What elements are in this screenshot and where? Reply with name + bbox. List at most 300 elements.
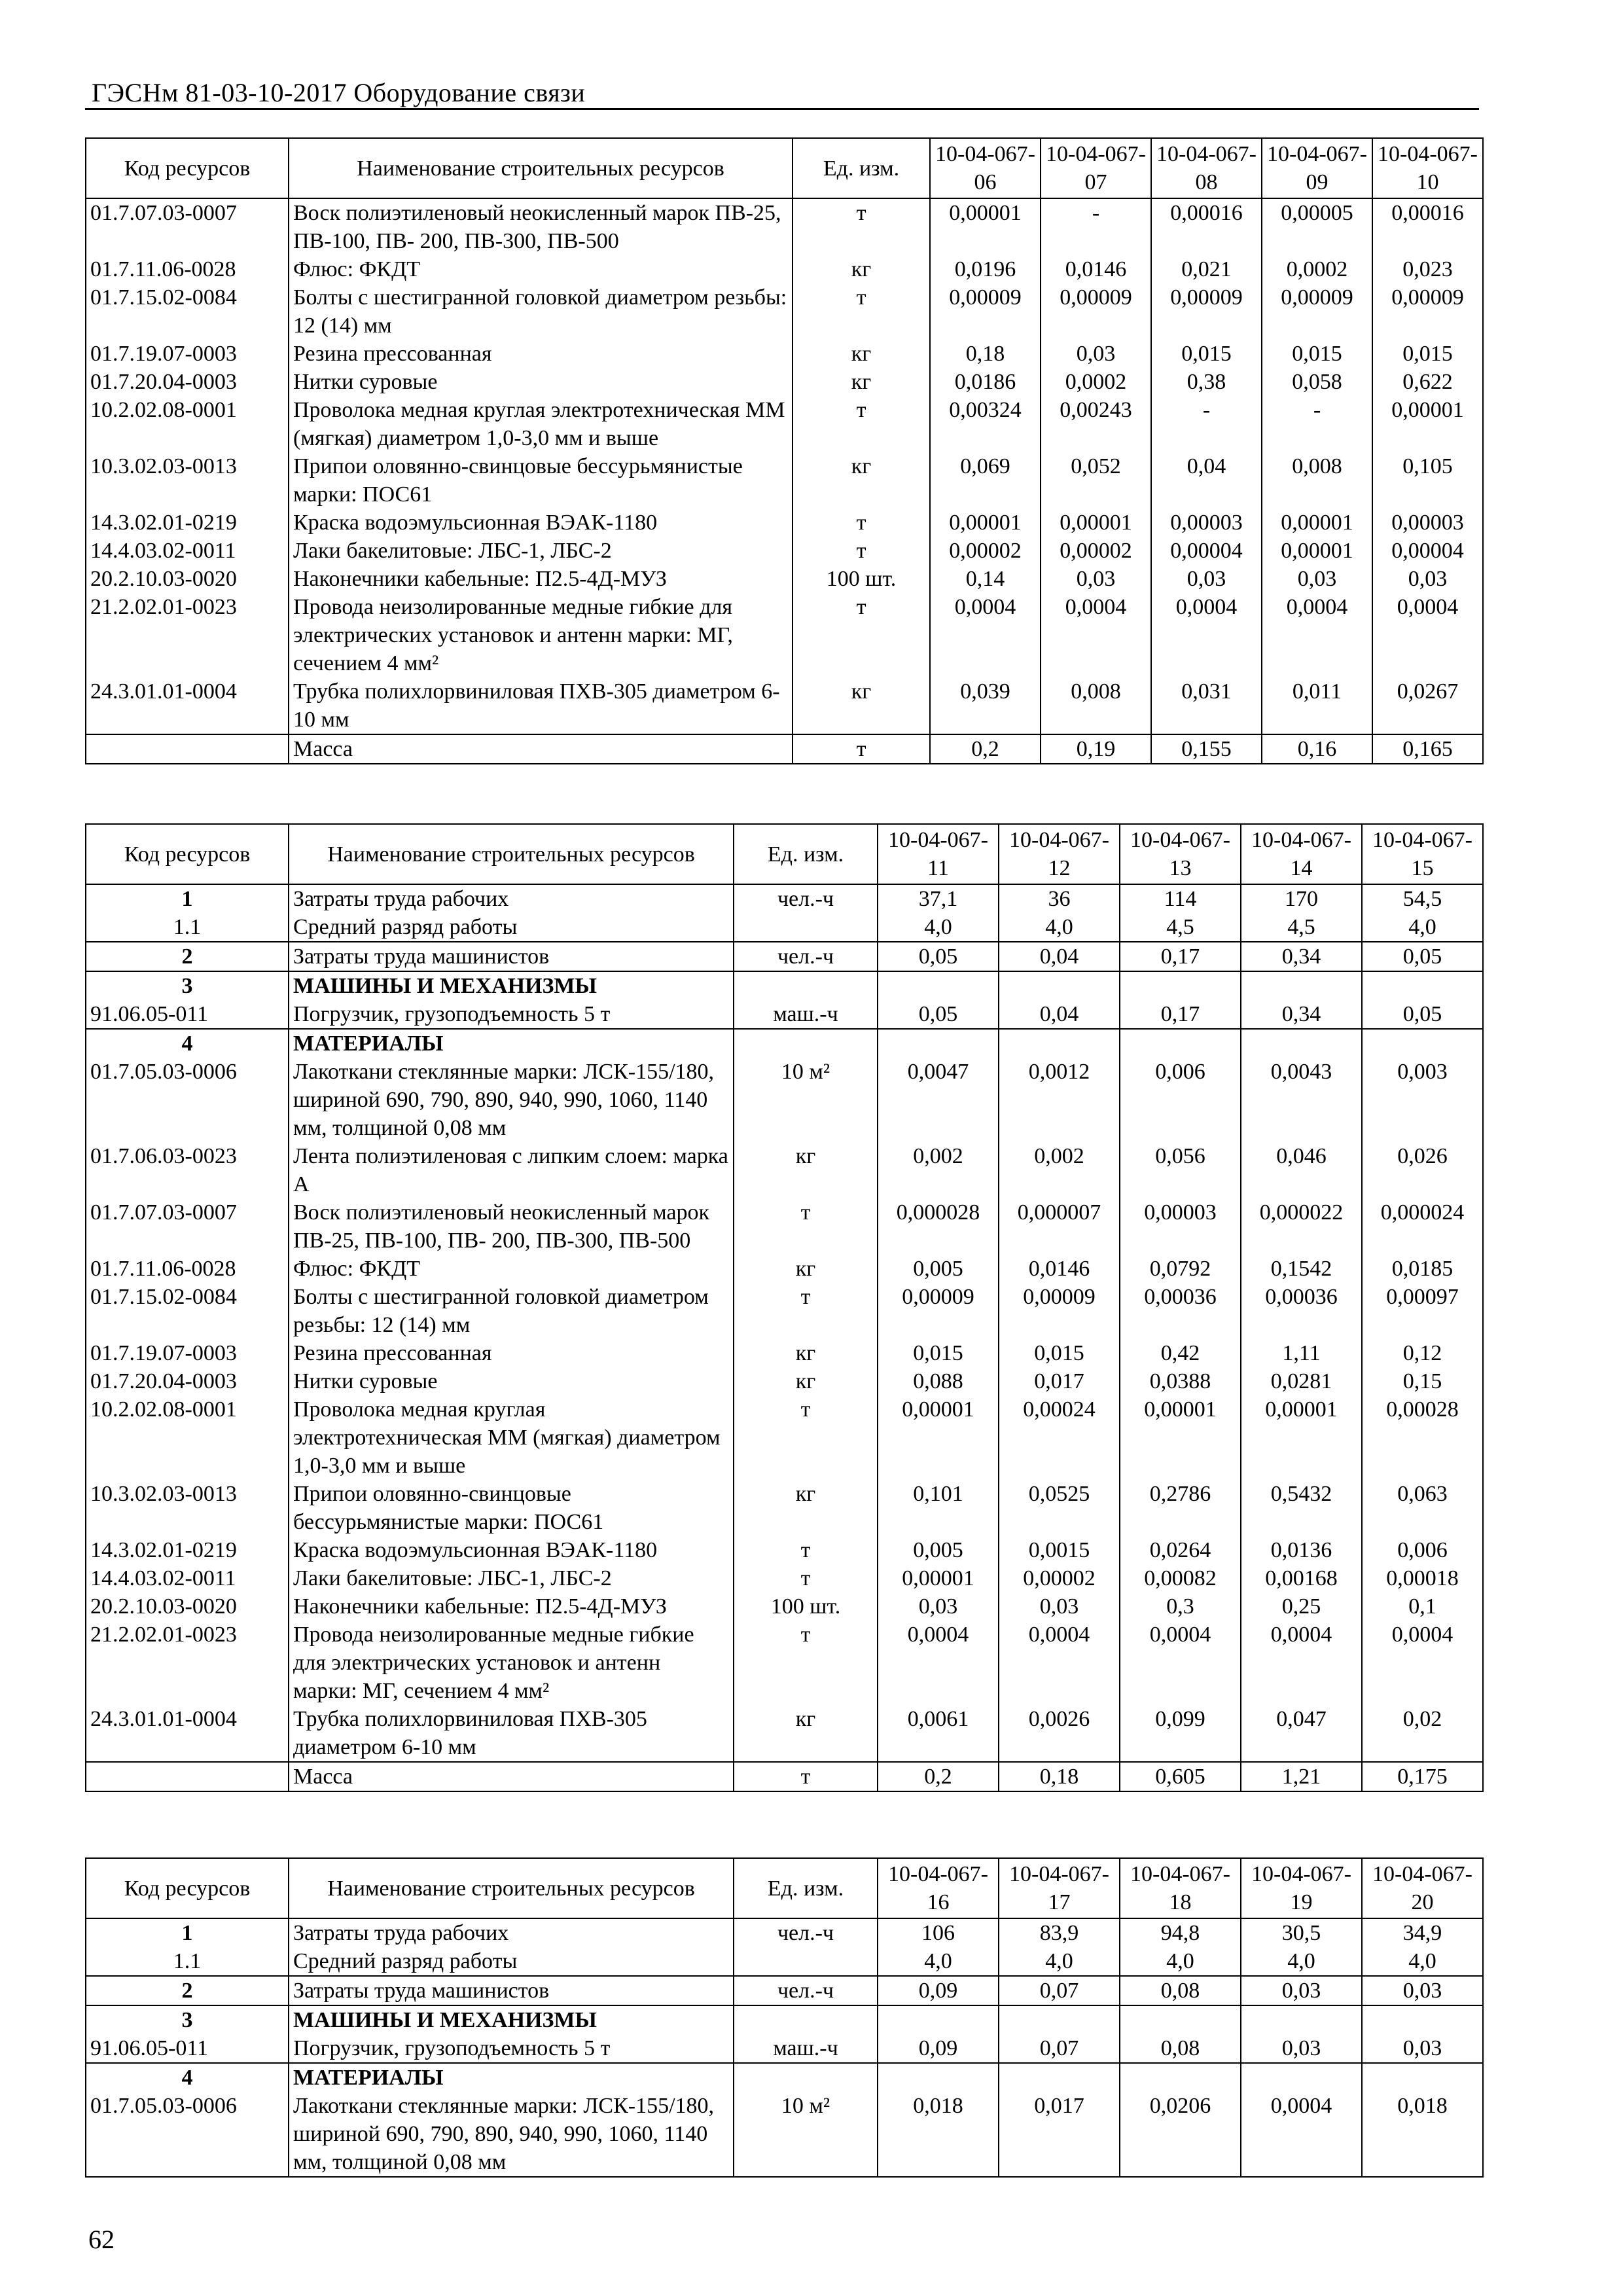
resource-value: 0,015 [1372, 340, 1483, 368]
resource-unit [734, 2063, 878, 2092]
table-row [86, 368, 1483, 396]
resource-value: 0,105 [1372, 452, 1483, 509]
resource-value: 94,8 [1120, 1918, 1241, 1947]
resource-name: Проволока медная круглая электротехническая ММ (мягкая) диаметром 1,0-3,0 мм и выше [289, 396, 793, 452]
resource-unit: маш.-ч [734, 1000, 878, 1029]
table-row [86, 1367, 1483, 1395]
table-row [86, 1198, 1483, 1255]
resource-value: 0,058 [1262, 368, 1372, 396]
resource-value: 0,0043 [1241, 1058, 1362, 1142]
resource-unit: т [734, 1536, 878, 1564]
resource-value: 0,018 [878, 2092, 999, 2177]
resource-code: 4 [86, 1029, 289, 1058]
resource-value: 4,0 [878, 913, 999, 942]
resource-value: 0,00001 [930, 198, 1041, 255]
table-row [86, 913, 1483, 942]
resource-unit: т [734, 1395, 878, 1480]
resource-value [1120, 2063, 1241, 2092]
resource-value: 0,0004 [1241, 2092, 1362, 2177]
resource-value: 1,11 [1241, 1339, 1362, 1367]
resource-unit: т [793, 509, 930, 537]
resource-value: 0,14 [930, 565, 1041, 593]
resource-unit: чел.-ч [734, 1918, 878, 1947]
total-value: 0,175 [1362, 1762, 1483, 1791]
col-header-code: Код ресурсов [86, 824, 289, 884]
resources-table-1 [85, 137, 1484, 764]
resource-value: 0,04 [1151, 452, 1262, 509]
resource-code: 1.1 [86, 1947, 289, 1976]
resource-unit: т [734, 1198, 878, 1255]
resource-value: 0,00001 [878, 1395, 999, 1480]
total-value: 0,2 [930, 734, 1041, 764]
total-value: 0,155 [1151, 734, 1262, 764]
resource-code: 01.7.15.02-0084 [86, 1283, 289, 1339]
resource-value: 0,07 [999, 1976, 1120, 2005]
resource-value: 0,00009 [1262, 283, 1372, 340]
resource-value: 0,0136 [1241, 1536, 1362, 1564]
resources-table-3 [85, 1857, 1484, 2178]
resource-value [1362, 1029, 1483, 1058]
resource-name: Болты с шестигранной головкой диаметром резьбы: 12 (14) мм [289, 283, 793, 340]
resource-value: 170 [1241, 884, 1362, 913]
resource-value: 36 [999, 884, 1120, 913]
table-row [86, 255, 1483, 283]
table-row [86, 1283, 1483, 1339]
resource-value: 106 [878, 1918, 999, 1947]
resource-unit: т [793, 396, 930, 452]
resource-value: 0,0047 [878, 1058, 999, 1142]
resource-value: 0,0026 [999, 1705, 1120, 1762]
resource-value: - [1151, 396, 1262, 452]
resource-value: 0,026 [1362, 1142, 1483, 1198]
resource-value: 0,08 [1120, 2034, 1241, 2063]
resource-code: 10.2.02.08-0001 [86, 1395, 289, 1480]
table-row [86, 1918, 1483, 1947]
resource-value: 0,088 [878, 1367, 999, 1395]
resource-value: 0,03 [1362, 1976, 1483, 2005]
resource-value: 0,0004 [1362, 1621, 1483, 1705]
resource-name: МАШИНЫ И МЕХАНИЗМЫ [289, 2005, 734, 2034]
resource-value: 0,0525 [999, 1480, 1120, 1536]
resource-value [999, 1029, 1120, 1058]
resource-value: 0,05 [878, 1000, 999, 1029]
resource-value: 0,04 [999, 942, 1120, 971]
total-row [86, 734, 1483, 764]
resource-code: 1.1 [86, 913, 289, 942]
resource-name: Припои оловянно-свинцовые бессурьмянистые марки: ПОС61 [289, 452, 793, 509]
resource-code: 01.7.05.03-0006 [86, 1058, 289, 1142]
col-header-norm-id: 10-04-067-08 [1151, 138, 1262, 198]
total-value: 0,165 [1372, 734, 1483, 764]
resource-value: 0,00003 [1120, 1198, 1241, 1255]
table-row [86, 1395, 1483, 1480]
resource-value: 0,00009 [1041, 283, 1151, 340]
resource-unit [734, 971, 878, 1000]
resource-unit: т [793, 593, 930, 677]
resource-code: 24.3.01.01-0004 [86, 677, 289, 734]
resource-name: Резина прессованная [289, 340, 793, 368]
resource-code: 14.4.03.02-0011 [86, 537, 289, 565]
resource-value: 0,0186 [930, 368, 1041, 396]
resource-value: 0,00002 [930, 537, 1041, 565]
col-header-norm-id: 10-04-067-16 [878, 1858, 999, 1918]
resource-code: 21.2.02.01-0023 [86, 593, 289, 677]
resource-value: 0,00036 [1241, 1283, 1362, 1339]
resource-code: 1 [86, 884, 289, 913]
resource-value: 0,03 [1241, 2034, 1362, 2063]
resource-value [878, 2063, 999, 2092]
resource-value: 0,3 [1120, 1592, 1241, 1621]
resource-value: 0,00097 [1362, 1283, 1483, 1339]
resource-name: Лента полиэтиленовая с липким слоем: марка А [289, 1142, 734, 1198]
resource-value: 0,018 [1362, 2092, 1483, 2177]
resource-value: 0,015 [1262, 340, 1372, 368]
resource-unit: кг [793, 368, 930, 396]
resource-name: Средний разряд работы [289, 913, 734, 942]
resource-value: 0,046 [1241, 1142, 1362, 1198]
table-row [86, 1947, 1483, 1976]
table-row [86, 2005, 1483, 2034]
resource-value: 0,0015 [999, 1536, 1120, 1564]
resource-code: 1 [86, 1918, 289, 1947]
resource-value: 0,34 [1241, 942, 1362, 971]
resource-name: Проволока медная круглая электротехническая ММ (мягкая) диаметром 1,0-3,0 мм и выше [289, 1395, 734, 1480]
col-header-name: Наименование строительных ресурсов [289, 1858, 734, 1918]
col-header-norm-id: 10-04-067-13 [1120, 824, 1241, 884]
resource-unit: кг [734, 1480, 878, 1536]
resource-name: Воск полиэтиленовый неокисленный марок ПВ-25, ПВ-100, ПВ- 200, ПВ-300, ПВ-500 [289, 1198, 734, 1255]
resource-value: 0,03 [999, 1592, 1120, 1621]
resource-value: 0,17 [1120, 1000, 1241, 1029]
resource-value: 0,00036 [1120, 1283, 1241, 1339]
resource-unit: т [793, 537, 930, 565]
resource-value: 0,1 [1362, 1592, 1483, 1621]
col-header-code: Код ресурсов [86, 1858, 289, 1918]
col-header-norm-id: 10-04-067-06 [930, 138, 1041, 198]
resource-code: 01.7.15.02-0084 [86, 283, 289, 340]
resource-value: 0,00003 [1151, 509, 1262, 537]
resource-value: 0,04 [999, 1000, 1120, 1029]
resource-value: 0,15 [1362, 1367, 1483, 1395]
resource-value: 0,006 [1120, 1058, 1241, 1142]
resource-value: 0,03 [1262, 565, 1372, 593]
table-row [86, 971, 1483, 1000]
resource-value: 0,000007 [999, 1198, 1120, 1255]
resource-value: 54,5 [1362, 884, 1483, 913]
resource-name: Средний разряд работы [289, 1947, 734, 1976]
resource-name: Затраты труда машинистов [289, 1976, 734, 2005]
resource-value: 0,03 [1372, 565, 1483, 593]
resource-name: Краска водоэмульсионная ВЭАК-1180 [289, 1536, 734, 1564]
total-unit: т [793, 734, 930, 764]
resource-unit: кг [793, 452, 930, 509]
resource-value: 114 [1120, 884, 1241, 913]
header-row [86, 824, 1483, 884]
col-header-norm-id: 10-04-067-14 [1241, 824, 1362, 884]
col-header-code: Код ресурсов [86, 138, 289, 198]
table-row [86, 1536, 1483, 1564]
resource-value: 0,015 [1151, 340, 1262, 368]
resource-value: 0,00024 [999, 1395, 1120, 1480]
resource-value: 0,00009 [930, 283, 1041, 340]
resource-value: 0,08 [1120, 1976, 1241, 2005]
resource-value: 0,000028 [878, 1198, 999, 1255]
resource-unit: т [734, 1621, 878, 1705]
resource-value: 0,099 [1120, 1705, 1241, 1762]
page-header-title: ГЭСНм 81-03-10-2017 Оборудование связи [92, 78, 586, 107]
resource-unit: кг [793, 677, 930, 734]
resource-value: 0,00028 [1362, 1395, 1483, 1480]
resource-value: 0,0004 [1372, 593, 1483, 677]
resource-unit: т [793, 283, 930, 340]
table-row [86, 1705, 1483, 1762]
table-row [86, 537, 1483, 565]
resource-value [999, 2063, 1120, 2092]
resource-value: 0,0002 [1041, 368, 1151, 396]
resource-code: 14.4.03.02-0011 [86, 1564, 289, 1592]
total-code [86, 1762, 289, 1791]
resource-value: 0,00002 [999, 1564, 1120, 1592]
resource-value: 0,017 [999, 1367, 1120, 1395]
resource-name: Резина прессованная [289, 1339, 734, 1367]
resource-value: 0,00001 [878, 1564, 999, 1592]
resource-value: 0,00004 [1151, 537, 1262, 565]
table-row [86, 1142, 1483, 1198]
resource-value: 0,17 [1120, 942, 1241, 971]
resource-name: Наконечники кабельные: П2.5-4Д-МУЗ [289, 1592, 734, 1621]
resource-unit: чел.-ч [734, 942, 878, 971]
resource-name: Флюс: ФКДТ [289, 255, 793, 283]
resource-value: 0,05 [1362, 1000, 1483, 1029]
table-row [86, 198, 1483, 255]
resource-code: 21.2.02.01-0023 [86, 1621, 289, 1705]
resource-code: 10.2.02.08-0001 [86, 396, 289, 452]
resource-value: 4,5 [1120, 913, 1241, 942]
resource-value [1120, 2005, 1241, 2034]
resource-code: 14.3.02.01-0219 [86, 1536, 289, 1564]
resource-value: 0,05 [1362, 942, 1483, 971]
resource-value: 0,0004 [1120, 1621, 1241, 1705]
resource-code: 01.7.07.03-0007 [86, 1198, 289, 1255]
table-row [86, 1339, 1483, 1367]
resource-value: 0,00001 [1262, 509, 1372, 537]
resource-value: 0,021 [1151, 255, 1262, 283]
col-header-norm-id: 10-04-067-18 [1120, 1858, 1241, 1918]
resource-name: Краска водоэмульсионная ВЭАК-1180 [289, 509, 793, 537]
resource-value: 4,0 [1120, 1947, 1241, 1976]
resource-value: 0,039 [930, 677, 1041, 734]
col-header-norm-id: 10-04-067-09 [1262, 138, 1372, 198]
resource-unit: кг [734, 1255, 878, 1283]
resource-code: 2 [86, 942, 289, 971]
resource-unit: т [793, 198, 930, 255]
resource-unit [734, 2005, 878, 2034]
header-row [86, 1858, 1483, 1918]
resource-value: 0,00001 [1120, 1395, 1241, 1480]
col-header-unit: Ед. изм. [793, 138, 930, 198]
table-row [86, 2063, 1483, 2092]
resource-code: 91.06.05-011 [86, 1000, 289, 1029]
resource-code: 3 [86, 2005, 289, 2034]
resource-value: 0,0004 [1241, 1621, 1362, 1705]
resource-value [878, 971, 999, 1000]
resource-unit: 10 м² [734, 2092, 878, 2177]
resource-value: 0,015 [999, 1339, 1120, 1367]
resource-unit: 100 шт. [734, 1592, 878, 1621]
resource-value: 0,00168 [1241, 1564, 1362, 1592]
resource-unit: чел.-ч [734, 884, 878, 913]
total-value: 0,2 [878, 1762, 999, 1791]
resource-value: 0,0002 [1262, 255, 1372, 283]
resource-value: 0,03 [1151, 565, 1262, 593]
resource-value [1241, 2063, 1362, 2092]
resource-value: 0,00243 [1041, 396, 1151, 452]
resource-value: 4,0 [999, 913, 1120, 942]
resource-name: Лакоткани стеклянные марки: ЛСК-155/180, шириной 690, 790, 890, 940, 990, 1060, 1140 мм, толщиной 0,08 мм [289, 2092, 734, 2177]
resource-value: 0,00005 [1262, 198, 1372, 255]
resource-value: 0,03 [1362, 2034, 1483, 2063]
resource-name: Лаки бакелитовые: ЛБС-1, ЛБС-2 [289, 537, 793, 565]
resource-unit: кг [734, 1367, 878, 1395]
resource-code: 24.3.01.01-0004 [86, 1705, 289, 1762]
resource-value: 0,05 [878, 942, 999, 971]
resource-code: 01.7.06.03-0023 [86, 1142, 289, 1198]
resource-value: 0,02 [1362, 1705, 1483, 1762]
resource-value: 0,07 [999, 2034, 1120, 2063]
resource-value: 0,2786 [1120, 1480, 1241, 1536]
resource-code: 01.7.19.07-0003 [86, 1339, 289, 1367]
resource-code: 2 [86, 1976, 289, 2005]
resource-value: 0,1542 [1241, 1255, 1362, 1283]
resource-value: 0,00001 [1241, 1395, 1362, 1480]
table-row [86, 2092, 1483, 2177]
resource-value: 0,0185 [1362, 1255, 1483, 1283]
resource-name: МАТЕРИАЛЫ [289, 2063, 734, 2092]
table-row [86, 677, 1483, 734]
resource-code: 91.06.05-011 [86, 2034, 289, 2063]
resource-value: 0,00016 [1372, 198, 1483, 255]
resource-name: Затраты труда рабочих [289, 884, 734, 913]
resource-code: 20.2.10.03-0020 [86, 1592, 289, 1621]
resource-name: Трубка полихлорвиниловая ПХВ-305 диаметром 6-10 мм [289, 1705, 734, 1762]
resource-value [1362, 2063, 1483, 2092]
total-label: Масса [289, 734, 793, 764]
resource-value: 0,00018 [1362, 1564, 1483, 1592]
col-header-name: Наименование строительных ресурсов [289, 824, 734, 884]
resource-value: 0,00009 [1151, 283, 1262, 340]
table-row [86, 593, 1483, 677]
table-row [86, 1058, 1483, 1142]
resource-name: Лакоткани стеклянные марки: ЛСК-155/180, шириной 690, 790, 890, 940, 990, 1060, 1140 мм, толщиной 0,08 мм [289, 1058, 734, 1142]
table-row [86, 1480, 1483, 1536]
resource-value: 0,002 [999, 1142, 1120, 1198]
col-header-norm-id: 10-04-067-12 [999, 824, 1120, 884]
resource-value: 30,5 [1241, 1918, 1362, 1947]
resource-unit: 100 шт. [793, 565, 930, 593]
resource-unit: кг [793, 255, 930, 283]
resource-value: 0,000022 [1241, 1198, 1362, 1255]
col-header-norm-id: 10-04-067-19 [1241, 1858, 1362, 1918]
resource-code: 10.3.02.03-0013 [86, 452, 289, 509]
resource-code: 01.7.20.04-0003 [86, 368, 289, 396]
table-row [86, 1592, 1483, 1621]
col-header-norm-id: 10-04-067-17 [999, 1858, 1120, 1918]
total-unit: т [734, 1762, 878, 1791]
resource-value: - [1262, 396, 1372, 452]
resource-value: 0,42 [1120, 1339, 1241, 1367]
resource-value: 0,0146 [1041, 255, 1151, 283]
resource-name: Флюс: ФКДТ [289, 1255, 734, 1283]
col-header-norm-id: 10-04-067-20 [1362, 1858, 1483, 1918]
resource-name: Нитки суровые [289, 368, 793, 396]
resource-value [1362, 971, 1483, 1000]
resource-value: 0,03 [878, 1592, 999, 1621]
resource-value: 0,005 [878, 1255, 999, 1283]
resource-value: 0,0004 [878, 1621, 999, 1705]
page-number: 62 [88, 2225, 115, 2254]
table-row [86, 1029, 1483, 1058]
resource-name: МАТЕРИАЛЫ [289, 1029, 734, 1058]
resource-value: 0,056 [1120, 1142, 1241, 1198]
resource-value: 83,9 [999, 1918, 1120, 1947]
col-header-unit: Ед. изм. [734, 1858, 878, 1918]
resource-code: 01.7.20.04-0003 [86, 1367, 289, 1395]
resource-value: 0,047 [1241, 1705, 1362, 1762]
resource-value: 0,03 [1241, 1976, 1362, 2005]
resource-value [878, 2005, 999, 2034]
resource-unit: т [734, 1283, 878, 1339]
resource-name: Провода неизолированные медные гибкие для электрических установок и антенн марки: МГ, сечением 4 мм² [289, 593, 793, 677]
resource-value [999, 971, 1120, 1000]
resource-value [878, 1029, 999, 1058]
resource-value: 0,09 [878, 2034, 999, 2063]
resource-value: 0,015 [878, 1339, 999, 1367]
resource-name: Провода неизолированные медные гибкие для электрических установок и антенн марки: МГ, сечением 4 мм² [289, 1621, 734, 1705]
resource-value: 0,00004 [1372, 537, 1483, 565]
resource-code: 4 [86, 2063, 289, 2092]
resource-value: 0,00001 [1372, 396, 1483, 452]
resource-value: 0,03 [1041, 340, 1151, 368]
resource-value: 0,00009 [999, 1283, 1120, 1339]
table-row [86, 396, 1483, 452]
resource-value: 4,0 [878, 1947, 999, 1976]
header-rule [85, 108, 1479, 110]
col-header-norm-id: 10-04-067-10 [1372, 138, 1483, 198]
total-value: 0,605 [1120, 1762, 1241, 1791]
resource-value: 0,005 [878, 1536, 999, 1564]
table-row [86, 1000, 1483, 1029]
resource-value [1241, 971, 1362, 1000]
resource-code: 10.3.02.03-0013 [86, 1480, 289, 1536]
resource-value: 0,00324 [930, 396, 1041, 452]
table-row [86, 340, 1483, 368]
resource-value: 4,0 [1241, 1947, 1362, 1976]
table-row [86, 283, 1483, 340]
col-header-unit: Ед. изм. [734, 824, 878, 884]
table-row [86, 2034, 1483, 2063]
table-row [86, 1621, 1483, 1705]
total-value: 1,21 [1241, 1762, 1362, 1791]
resource-code: 01.7.11.06-0028 [86, 1255, 289, 1283]
resource-value: 4,5 [1241, 913, 1362, 942]
table-row [86, 509, 1483, 537]
resource-value [999, 2005, 1120, 2034]
resource-value: - [1041, 198, 1151, 255]
resource-value: 0,101 [878, 1480, 999, 1536]
resource-value: 0,00001 [1262, 537, 1372, 565]
resource-value: 34,9 [1362, 1918, 1483, 1947]
resource-value: 0,003 [1362, 1058, 1483, 1142]
